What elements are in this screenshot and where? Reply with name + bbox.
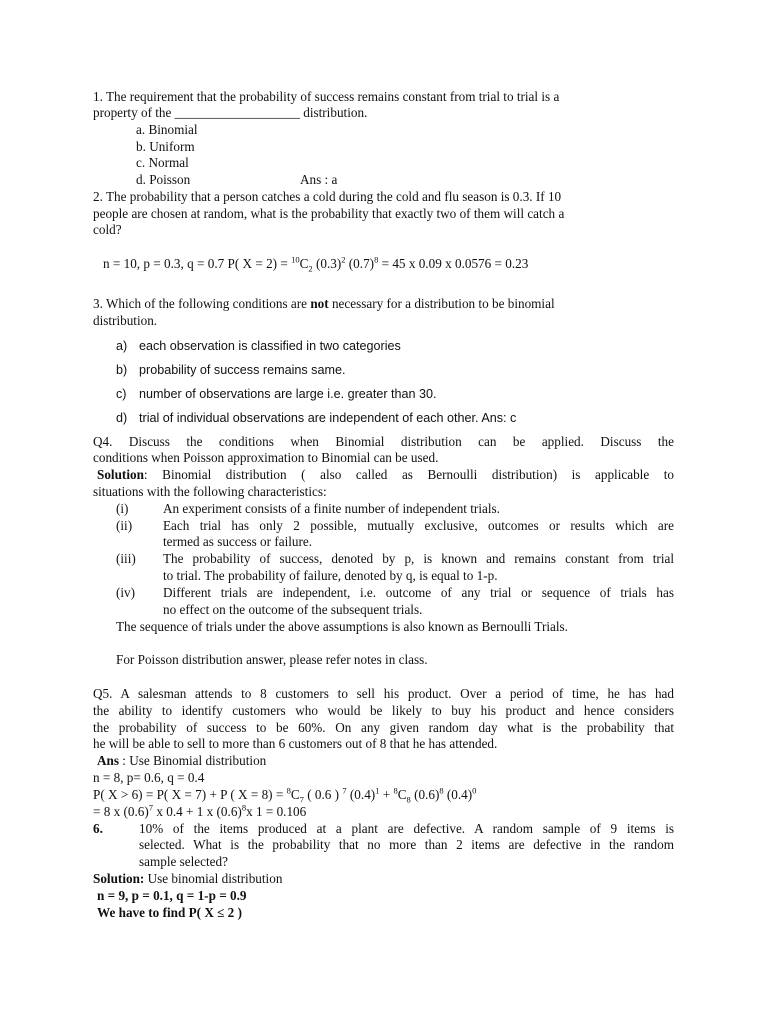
q2-solution: n = 10, p = 0.3, q = 0.7 P( $X = 2) = ^{10}C_2$ $(0.3)^2$ $(0.7)^8 = 45$ x 0.09 x 0.0576 = 0.23 xyxy=(103,254,529,274)
q6-solution: Solution: Use binomial distribution xyxy=(93,871,283,886)
q4-item-iii-line1: The probability of success, denoted by p, is known and remains constant from trial xyxy=(163,551,674,566)
q3-line1: 3. Which of the following conditions are not necessary for a distribution to be binomial xyxy=(93,296,555,311)
q4-item-ii-line2: termed as success or failure. xyxy=(163,534,313,549)
q6-line2: selected. What is the probability that no more than 2 items are defective in the random xyxy=(139,837,674,852)
q4-poisson: For Poisson distribution answer, please refer notes in class. xyxy=(116,652,428,667)
q1-option-b: b. Uniform xyxy=(136,139,195,154)
q1-option-c: c. Normal xyxy=(136,155,189,170)
q3-item-a-text: each observation is classified in two categories xyxy=(139,339,401,353)
q5-line2: the ability to identify customers who would be likely to buy his product and hence considers xyxy=(93,703,674,718)
q5-params: n = 8, p= 0.6, q = 0.4 xyxy=(93,770,205,785)
q1-line2: property of the ___________________ distribution. xyxy=(93,105,368,120)
q4-item-iii-line2: to trial. The probability of failure, denoted by q, is equal to 1-p. xyxy=(163,568,498,583)
q1-answer: Ans : a xyxy=(300,172,338,187)
q5-calc2: = 8 x $(0.6)^7$ x 0.4 + 1 x $(0.6)^8x$ 1 = 0.106 xyxy=(93,802,307,819)
q5-calc1: P( X > 6) = P( X = 7) + P ( $X = 8) = ^8C_7$ ( 0.6 ) $^7$ $(0.4)^1 + ^8C_8$ $(0.6)^8$ $(0.4)^0$ xyxy=(93,785,477,805)
q3-line2: distribution. xyxy=(93,313,158,328)
q5-line1: Q5. A salesman attends to 8 customers to sell his product. Over a period of time, he has had xyxy=(93,686,674,701)
q4-line2: conditions when Poisson approximation to Binomial can be used. xyxy=(93,450,439,465)
q1-option-a: a. Binomial xyxy=(136,122,198,137)
q2-line3: cold? xyxy=(93,222,122,237)
q6-line3: sample selected? xyxy=(139,854,228,869)
q6-find: We have to find P( X ≤ 2 ) xyxy=(97,905,242,920)
q3-item-b-label: b) xyxy=(116,363,128,377)
q5-answer: Ans : Use Binomial distribution xyxy=(97,753,267,768)
q3-item-c-label: c) xyxy=(116,387,127,401)
q4-item-i-text: An experiment consists of a finite number of independent trials. xyxy=(163,501,500,516)
q2-line2: people are chosen at random, what is the probability that exactly two of them will catch a xyxy=(93,206,565,221)
q1-option-d: d. Poisson xyxy=(136,172,191,187)
q4-item-iv-label: (iv) xyxy=(116,585,136,600)
q4-bernoulli: The sequence of trials under the above assumptions is also known as Bernoulli Trials. xyxy=(116,619,568,634)
q3-item-a-label: a) xyxy=(116,339,128,353)
q2-line1: 2. The probability that a person catches a cold during the cold and flu season is 0.3. If 10 xyxy=(93,189,562,204)
q5-line3: the probability of success to be 60%. On any given random day what is the probability that xyxy=(93,720,674,735)
q1-line1: 1. The requirement that the probability of success remains constant from trial to trial is a xyxy=(93,89,560,104)
q6-line1: 10% of the items produced at a plant are defective. A random sample of 9 items is xyxy=(139,821,674,836)
q4-item-i-label: (i) xyxy=(116,501,129,516)
q4-item-ii-line1: Each trial has only 2 possible, mutually exclusive, outcomes or results which are xyxy=(163,518,674,533)
q5-line4: he will be able to sell to more than 6 customers out of 8 that he has attended. xyxy=(93,736,498,751)
q4-item-iv-line1: Different trials are independent, i.e. outcome of any trial or sequence of trials has xyxy=(163,585,674,600)
q4-solution-line2: situations with the following characteristics: xyxy=(93,484,327,499)
q3-item-c-text: number of observations are large i.e. greater than 30. xyxy=(139,387,437,401)
q3-item-d-text: trial of individual observations are independent of each other. Ans: c xyxy=(139,411,517,425)
q3-item-d-label: d) xyxy=(116,411,128,425)
q4-item-ii-label: (ii) xyxy=(116,518,133,533)
q4-item-iii-label: (iii) xyxy=(116,551,136,566)
q4-line1: Q4. Discuss the conditions when Binomial distribution can be applied. Discuss the xyxy=(93,434,674,449)
q6-params: n = 9, p = 0.1, q = 1-p = 0.9 xyxy=(97,888,247,903)
q3-item-b-text: probability of success remains same. xyxy=(139,363,346,377)
q4-item-iv-line2: no effect on the outcome of the subsequent trials. xyxy=(163,602,423,617)
q6-number: 6. xyxy=(93,821,103,836)
q4-solution-line1: Solution: Binomial distribution ( also called as Bernoulli distribution) is applicable to xyxy=(97,467,674,482)
